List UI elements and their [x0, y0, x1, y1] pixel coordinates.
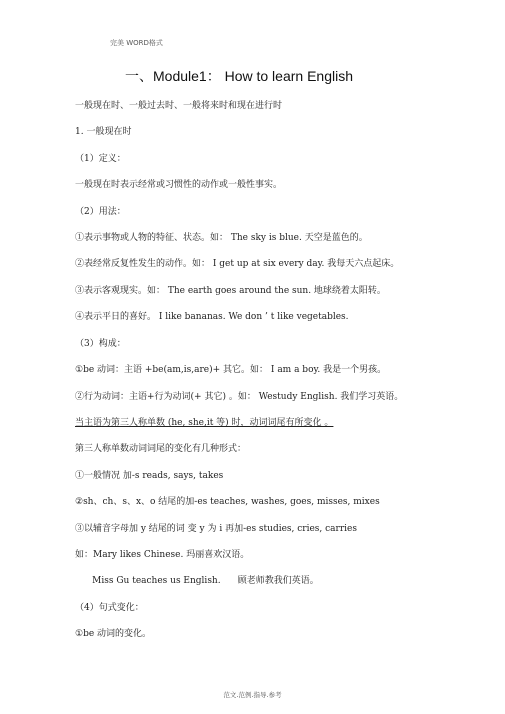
page-footer: 范文.范例.指导.参考: [223, 691, 282, 699]
usage-heading: （2）用法：: [75, 207, 126, 217]
usage-item-4: ④表示平日的喜好。 I like bananas. We don ’ t like vegetables.: [75, 312, 349, 322]
verb-ending-rule-1: ①一般情况 加-s reads, says, takes: [75, 471, 224, 481]
sentence-change-heading: （4）句式变化：: [75, 603, 144, 613]
verb-ending-intro: 第三人称单数动词词尾的变化有几种形式：: [75, 444, 247, 454]
subsection-heading: 1. 一般现在时: [75, 127, 132, 137]
usage-item-1: ①表示事物或人物的特征、状态。如： The sky is blue. 天空是蓝色的。: [75, 233, 368, 243]
usage-item-3: ③表示客观现实。如： The earth goes around the sun. 地球绕着太阳转。: [75, 286, 386, 296]
intro-line: 一般现在时、一般过去时、一般将来时和现在进行时: [75, 101, 283, 111]
structure-heading: （3）构成：: [75, 339, 126, 349]
definition-text: 一般现在时表示经常或习惯性的动作或一般性事实。: [75, 180, 283, 190]
structure-item-2: ②行为动词：主语+行为动词(+ 其它) 。如： Westudy English. 我们学习英语。: [75, 392, 404, 402]
definition-heading: （1）定义：: [75, 154, 126, 164]
verb-ending-rule-3: ③以辅音字母加 y 结尾的词 变 y 为 i 再加-es studies, cries, carries: [75, 524, 357, 534]
example-1: 如：Mary likes Chinese. 玛丽喜欢汉语。: [75, 550, 250, 560]
be-verb-change: ①be 动词的变化。: [75, 629, 152, 639]
structure-item-1: ①be 动词：主语 +be(am,is,are)+ 其它。如： I am a boy. 我是一个男孩。: [75, 365, 387, 375]
third-person-note: 当主语为第三人称单数 (he, she,it 等) 时，动词词尾有所变化 。: [75, 418, 334, 428]
section-title: 一、Module1： How to learn English: [125, 68, 353, 84]
usage-item-2: ②表经常反复性发生的动作。如： I get up at six every day. 我每天六点起床。: [75, 259, 400, 269]
example-2: Miss Gu teaches us English. 顾老师教我们英语。: [75, 576, 319, 586]
verb-ending-rule-2: ②sh、ch、s、x、o 结尾的加-es teaches, washes, goes, misses, mixes: [75, 497, 380, 507]
page-header: 完美 WORD格式: [110, 39, 163, 47]
